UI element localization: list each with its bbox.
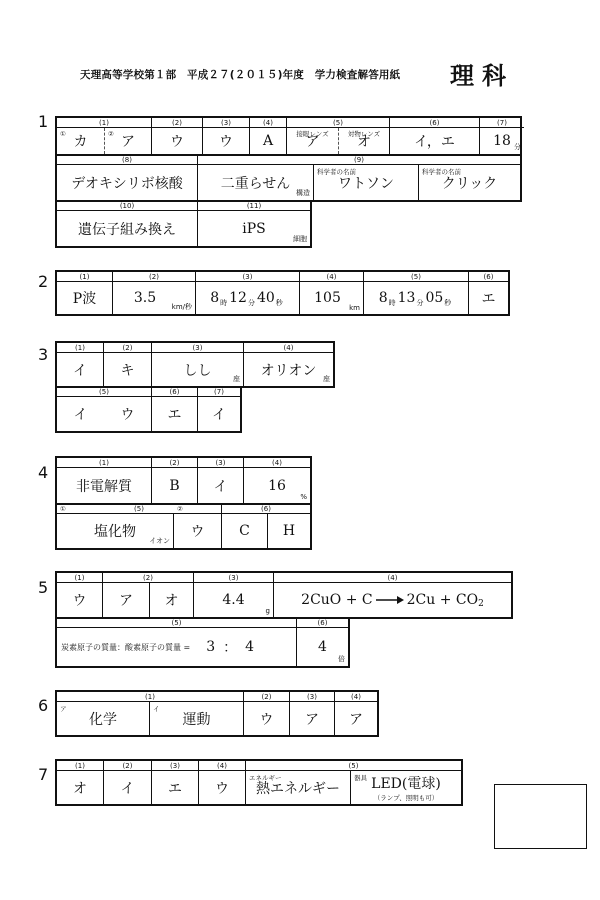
q3-2-cell — [104, 353, 152, 386]
q1-label-5: (5) — [287, 118, 390, 128]
q7-label-5: (5) — [246, 761, 461, 771]
q2-5-cell — [364, 282, 469, 314]
q1-7-answer: 18 — [493, 133, 511, 149]
q3-5-answer-b: ウ — [120, 407, 135, 423]
q6-3-cell — [290, 702, 335, 735]
q1-label-7: (7) — [480, 118, 524, 128]
q3-2-answer: キ — [120, 362, 135, 379]
q7-5-device-note: （ランプ、照明も可） — [373, 794, 439, 802]
q5-label-5: (5) — [57, 618, 297, 628]
q1-5-objective-label: 対物レンズ — [347, 130, 381, 138]
q1-1-sub2-cell — [105, 128, 152, 154]
q2-3-minute-unit: 分 — [247, 299, 255, 307]
q1-label-4: (4) — [250, 118, 287, 128]
q4-2-answer: B — [169, 477, 180, 494]
q6-3-answer: ア — [305, 711, 319, 728]
q3-label-5: (5) — [57, 387, 152, 397]
q3-label-6: (6) — [152, 387, 198, 397]
q3-label-7: (7) — [198, 387, 240, 397]
q1-6-cell — [390, 128, 480, 154]
q4-label-1: (1) — [57, 458, 152, 468]
q4-5-1-cell — [57, 505, 174, 548]
q1-label-8: (8) — [57, 155, 198, 165]
q7-1-cell — [57, 771, 104, 804]
q2-label-1: (1) — [57, 272, 113, 282]
q5-label-2: (2) — [103, 573, 194, 583]
q1-row1-table — [55, 116, 522, 156]
q7-1-answer: オ — [73, 780, 87, 797]
q3-4-cell — [244, 353, 333, 386]
q5-row1-table — [55, 571, 513, 619]
q3-label-1: (1) — [57, 343, 104, 353]
q7-5-energy-answer: 熱エネルギー — [256, 780, 340, 797]
q1-5-eyepiece-label: 接眼レンズ — [296, 130, 329, 138]
question-number-7: 7 — [38, 765, 49, 784]
q3-1-answer: イ — [73, 362, 87, 379]
q1-9-name2-label: 科学者の名前 — [422, 168, 461, 176]
q1-9-structure-answer: 二重らせん — [220, 175, 291, 192]
q1-10-answer: 遺伝子組み換え — [78, 221, 176, 238]
q7-3-cell — [152, 771, 199, 804]
question-number-2: 2 — [38, 272, 49, 291]
q2-5-hour: 8 — [378, 290, 388, 306]
q4-1-answer: 非電解質 — [76, 478, 132, 495]
q7-label-3: (3) — [152, 761, 199, 771]
question-number-5: 5 — [38, 578, 49, 597]
q3-3-answer: しし — [183, 362, 212, 379]
q1-label-6: (6) — [390, 118, 480, 128]
q7-4-answer: ウ — [215, 780, 229, 797]
q1-9-name2-cell — [419, 165, 520, 200]
q4-4-unit: % — [300, 493, 307, 501]
q3-5-cell — [57, 397, 152, 431]
q2-5-second-unit: 秒 — [444, 299, 452, 307]
q2-4-answer: 105 — [314, 290, 341, 306]
q1-row2-table — [55, 155, 522, 202]
q1-row3-table — [55, 201, 312, 248]
question-number-4: 4 — [38, 463, 49, 482]
q5-label-6: (6) — [297, 618, 348, 628]
q1-8-cell — [57, 165, 198, 200]
q1-5-objective-answer: オ — [357, 134, 371, 150]
q4-5-1-mark: ① — [60, 505, 66, 513]
q5-4-equation-right: 2Cu + CO — [406, 592, 479, 608]
q1-1-sub1-cell — [57, 128, 105, 154]
score-box — [494, 784, 587, 849]
q2-5-minute: 13 — [397, 290, 416, 306]
q4-label-3: (3) — [198, 458, 244, 468]
q6-1a-mark: ア — [60, 705, 67, 713]
q1-9-name1-answer: ワトソン — [338, 175, 394, 192]
q1-label-9: (9) — [198, 155, 520, 165]
q3-4-answer: オリオン — [260, 362, 317, 379]
q4-row1-table — [55, 456, 312, 505]
q5-2-answer-b: オ — [164, 593, 179, 609]
q3-3-unit: 座 — [233, 375, 240, 383]
reaction-arrow-icon — [375, 595, 405, 605]
q5-4-cell — [274, 583, 511, 617]
q2-2-answer: 3.5 — [133, 290, 157, 306]
q5-2-b-cell — [150, 583, 194, 617]
q6-label-2: (2) — [244, 692, 290, 702]
q6-1b-mark: イ — [153, 705, 160, 713]
q6-4-answer: ア — [349, 711, 363, 728]
sheet-title: 天理高等学校第１部 平成２７(２０１５)年度 学力検査解答用紙 — [80, 69, 401, 81]
q7-4-cell — [199, 771, 246, 804]
q3-row2-table — [55, 387, 242, 433]
q5-5-ratio-b: 4 — [245, 639, 255, 655]
q1-2-answer: ウ — [170, 134, 184, 150]
q1-label-3: (3) — [203, 118, 250, 128]
q1-1-answer-1: カ — [73, 134, 88, 150]
q1-1-sub1-mark: ① — [60, 130, 66, 138]
q1-11-unit: 細胞 — [293, 235, 307, 243]
q4-6-answer-b: H — [282, 523, 296, 539]
q4-5-1-unit: イオン — [149, 537, 170, 545]
q2-label-6: (6) — [469, 272, 508, 282]
q6-label-1: (1) — [57, 692, 244, 702]
q5-label-3: (3) — [194, 573, 274, 583]
q5-5-cell — [57, 628, 297, 666]
q2-2-unit: km/秒 — [171, 303, 192, 311]
q5-6-unit: 倍 — [338, 655, 345, 663]
q5-2-a-cell — [103, 583, 150, 617]
q1-3-cell — [203, 128, 250, 154]
q6-1a-answer: 化学 — [89, 711, 117, 728]
q2-3-second: 40 — [256, 290, 275, 306]
q6-4-cell — [335, 702, 377, 735]
q6-label-3: (3) — [290, 692, 335, 702]
q2-4-cell — [300, 282, 364, 314]
q1-11-answer: iPS — [242, 220, 266, 237]
q2-label-5: (5) — [364, 272, 469, 282]
q1-3-answer: ウ — [219, 134, 233, 150]
q7-5-energy-cell — [246, 771, 351, 804]
q1-11-cell — [198, 211, 310, 246]
q2-5-hour-unit: 時 — [388, 299, 396, 307]
q4-label-5: (5) — [57, 504, 222, 514]
q5-6-cell — [297, 628, 348, 666]
q5-5-ratio-a: 3 — [206, 639, 216, 655]
q4-2-cell — [152, 468, 198, 503]
q1-1-answer-2: ア — [121, 134, 135, 150]
q4-3-answer: イ — [213, 478, 228, 495]
q4-4-cell — [244, 468, 310, 503]
q2-1-answer: P波 — [72, 291, 97, 307]
q4-6-a-cell — [222, 514, 268, 548]
q7-2-answer: イ — [120, 780, 135, 797]
q6-1b-answer: 運動 — [182, 711, 211, 728]
q1-9-name1-label: 科学者の名前 — [317, 168, 356, 176]
q7-2-cell — [104, 771, 152, 804]
q3-6-cell — [152, 397, 198, 431]
q2-label-4: (4) — [300, 272, 364, 282]
q3-7-answer: イ — [212, 407, 226, 423]
q6-label-4: (4) — [335, 692, 377, 702]
q7-5-device-label: 器具 — [354, 774, 367, 782]
q2-3-hour-unit: 時 — [220, 299, 228, 307]
q3-7-cell — [198, 397, 240, 431]
q5-4-subscript: 2 — [478, 599, 484, 609]
q4-3-cell — [198, 468, 244, 503]
q2-6-answer: エ — [481, 291, 496, 307]
q2-1-cell — [57, 282, 113, 314]
q1-label-1: (1) — [57, 118, 152, 128]
q1-9-name2-answer: クリック — [441, 175, 498, 192]
q6-table — [55, 690, 379, 737]
q7-3-answer: エ — [168, 780, 182, 797]
q7-label-2: (2) — [104, 761, 152, 771]
q1-6-answer: イ，エ — [414, 134, 455, 150]
q5-3-answer: 4.4 — [222, 592, 245, 608]
q3-6-answer: エ — [167, 407, 182, 423]
q3-4-unit: 座 — [323, 375, 330, 383]
q1-8-answer: デオキシリボ核酸 — [71, 175, 183, 192]
q5-3-cell — [194, 583, 274, 617]
q3-row1-table — [55, 341, 335, 388]
q1-1-sub2-mark: ② — [108, 130, 114, 138]
q1-7-cell — [480, 128, 524, 154]
q5-label-4: (4) — [274, 573, 511, 583]
q3-label-3: (3) — [152, 343, 244, 353]
q2-table — [55, 270, 510, 316]
q6-1b-cell — [150, 702, 244, 735]
q2-3-hour: 8 — [210, 290, 220, 306]
q4-6-answer-a: C — [239, 523, 250, 539]
q5-4-equation-left: 2CuO + C — [301, 592, 373, 608]
q7-table — [55, 759, 463, 806]
q2-3-cell — [196, 282, 300, 314]
q1-5-eyepiece-answer: ア — [305, 134, 320, 150]
q3-5-answer-a: イ — [73, 407, 88, 423]
q2-label-3: (3) — [196, 272, 300, 282]
q1-label-10: (10) — [57, 201, 198, 211]
q5-1-cell — [57, 583, 103, 617]
q4-5-1-answer: 塩化物 — [94, 524, 136, 540]
q1-9-structure-cell — [198, 165, 314, 200]
q3-3-cell — [152, 353, 244, 386]
q4-5-2-answer: ウ — [190, 524, 205, 540]
q2-5-minute-unit: 分 — [416, 299, 424, 307]
q3-label-4: (4) — [244, 343, 333, 353]
q1-label-2: (2) — [152, 118, 203, 128]
q2-3-minute: 12 — [229, 290, 247, 306]
q1-5-objective-cell — [339, 128, 390, 154]
q5-1-answer: ウ — [72, 593, 87, 609]
q5-5-prompt: 炭素原子の質量：酸素原子の質量 = — [61, 642, 191, 652]
q5-row2-table — [55, 618, 350, 668]
subject-title: 理科 — [450, 62, 514, 90]
q6-2-cell — [244, 702, 290, 735]
q2-6-cell — [469, 282, 508, 314]
q2-3-second-unit: 秒 — [275, 299, 283, 307]
q5-5-ratio-sep: ： — [223, 640, 238, 656]
q4-row2-table — [55, 504, 312, 550]
q2-label-2: (2) — [113, 272, 196, 282]
q2-5-second: 05 — [425, 290, 444, 306]
q1-4-cell — [250, 128, 287, 154]
q7-label-4: (4) — [199, 761, 246, 771]
q4-5-2-cell — [174, 505, 222, 548]
question-number-3: 3 — [38, 345, 49, 364]
q4-5-2-mark: ② — [177, 505, 183, 513]
q1-label-11: (11) — [198, 201, 310, 211]
q1-10-cell — [57, 211, 198, 246]
q1-9-structure-unit: 構造 — [296, 189, 310, 197]
q7-5-energy-label: エネルギー — [249, 774, 282, 782]
q3-label-2: (2) — [104, 343, 152, 353]
q6-2-answer: ウ — [259, 711, 274, 728]
q2-4-unit: km — [349, 304, 360, 312]
q4-1-cell — [57, 468, 152, 503]
q1-7-unit: 分 — [514, 143, 521, 151]
q5-6-answer: 4 — [318, 639, 327, 655]
q1-9-name1-cell — [314, 165, 419, 200]
q5-2-answer-a: ア — [119, 593, 133, 609]
q4-4-answer: 16 — [268, 477, 286, 494]
q7-label-1: (1) — [57, 761, 104, 771]
question-number-1: 1 — [38, 112, 49, 131]
q4-6-b-cell — [268, 514, 310, 548]
question-number-6: 6 — [38, 696, 49, 715]
q1-4-answer: A — [262, 133, 274, 149]
q1-5-eyepiece-cell — [287, 128, 339, 154]
q2-2-cell — [113, 282, 196, 314]
q5-label-1: (1) — [57, 573, 103, 583]
q6-1a-cell — [57, 702, 150, 735]
q7-5-device-cell — [351, 771, 461, 804]
q1-2-cell — [152, 128, 203, 154]
q4-label-6: (6) — [222, 504, 310, 514]
q3-1-cell — [57, 353, 104, 386]
q4-label-2: (2) — [152, 458, 198, 468]
q5-3-unit: g — [265, 607, 270, 615]
q7-5-device-answer: LED(電球) — [371, 776, 441, 792]
q4-label-4: (4) — [244, 458, 310, 468]
